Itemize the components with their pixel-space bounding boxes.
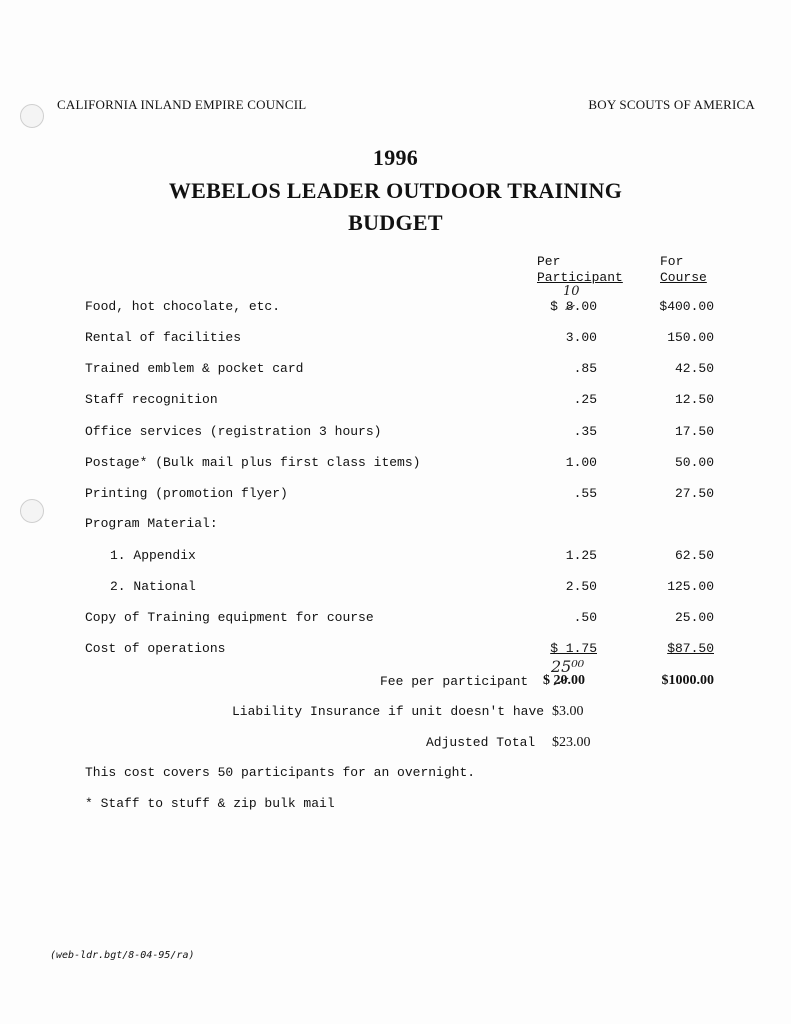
row-label: 2. National xyxy=(110,579,196,594)
column-header-for-course: For Course xyxy=(660,254,707,285)
file-reference: (web-ldr.bgt/8-04-95/ra) xyxy=(50,950,195,961)
row-per-participant: 3.00 xyxy=(565,330,597,345)
row-label: 1. Appendix xyxy=(110,548,196,563)
table-row xyxy=(0,579,791,599)
table-row xyxy=(0,361,791,381)
table-row xyxy=(0,424,791,444)
row-label: Cost of operations xyxy=(85,641,226,656)
liability-value: $3.00 xyxy=(552,704,584,719)
row-label: Rental of facilities xyxy=(85,330,242,345)
row-per-participant: $ 1.75 xyxy=(550,641,597,656)
row-per-participant: $ 8.00 xyxy=(550,299,597,314)
row-for-course: 125.00 xyxy=(667,579,714,594)
row-for-course: 62.50 xyxy=(674,548,714,563)
header-left: CALIFORNIA INLAND EMPIRE COUNCIL xyxy=(57,97,307,112)
row-for-course: 50.00 xyxy=(674,455,714,470)
row-for-course: 150.00 xyxy=(667,330,714,345)
row-for-course: 42.50 xyxy=(674,361,714,376)
row-label: Staff recognition xyxy=(85,392,218,407)
table-row-section xyxy=(0,516,791,536)
footnote: * Staff to stuff & zip bulk mail xyxy=(85,796,335,811)
title-line1: WEBELOS LEADER OUTDOOR TRAINING xyxy=(168,178,623,203)
row-per-participant: .25 xyxy=(573,392,597,407)
row-per-participant: .55 xyxy=(573,486,597,501)
handwritten-correction: 10 xyxy=(563,284,580,299)
coverage-note: This cost covers 50 participants for an overnight. xyxy=(85,765,476,780)
handwritten-correction: 25⁰⁰ xyxy=(551,657,585,676)
row-per-participant: 1.25 xyxy=(565,548,597,563)
title-line2: BUDGET xyxy=(348,210,443,235)
row-for-course: 12.50 xyxy=(674,392,714,407)
adjusted-total-label: Adjusted Total xyxy=(426,735,536,750)
row-label: Copy of Training equipment for course xyxy=(85,610,374,625)
row-for-course: 17.50 xyxy=(674,424,714,439)
liability-label: Liability Insurance if unit doesn't have xyxy=(232,704,545,719)
row-for-course: 27.50 xyxy=(674,486,714,501)
row-label: Postage* (Bulk mail plus first class items) xyxy=(85,455,421,470)
row-label: Office services (registration 3 hours) xyxy=(85,424,382,439)
title-year: 1996 xyxy=(372,145,419,170)
table-row xyxy=(0,330,791,350)
column-header-per-participant: Per Participant xyxy=(537,254,623,285)
row-label: Program Material: xyxy=(85,516,218,531)
row-per-participant: .50 xyxy=(573,610,597,625)
row-per-participant: .35 xyxy=(573,424,597,439)
table-row xyxy=(0,392,791,412)
row-for-course: $87.50 xyxy=(667,641,714,656)
struck-value: 8 xyxy=(565,299,574,314)
fee-for-course: $1000.00 xyxy=(661,673,714,688)
table-row xyxy=(0,548,791,568)
row-label: Printing (promotion flyer) xyxy=(85,486,288,501)
table-row-food xyxy=(0,284,791,319)
row-for-course: $400.00 xyxy=(659,299,714,314)
row-per-participant: .85 xyxy=(573,361,597,376)
row-per-participant: 1.00 xyxy=(565,455,597,470)
row-for-course: 25.00 xyxy=(674,610,714,625)
punch-hole-top xyxy=(20,104,44,128)
adjusted-total-value: $23.00 xyxy=(552,735,591,750)
struck-value: 20 xyxy=(553,673,568,688)
table-row xyxy=(0,486,791,506)
fee-value: $ 20.00 xyxy=(543,673,585,688)
fee-label: Fee per participant xyxy=(380,674,529,689)
row-per-participant: 2.50 xyxy=(565,579,597,594)
table-row xyxy=(0,610,791,630)
row-label: Food, hot chocolate, etc. xyxy=(85,299,281,314)
header-right: BOY SCOUTS OF AMERICA xyxy=(588,97,755,112)
row-label: Trained emblem & pocket card xyxy=(85,361,304,376)
table-row-total xyxy=(0,641,791,661)
table-row xyxy=(0,455,791,475)
